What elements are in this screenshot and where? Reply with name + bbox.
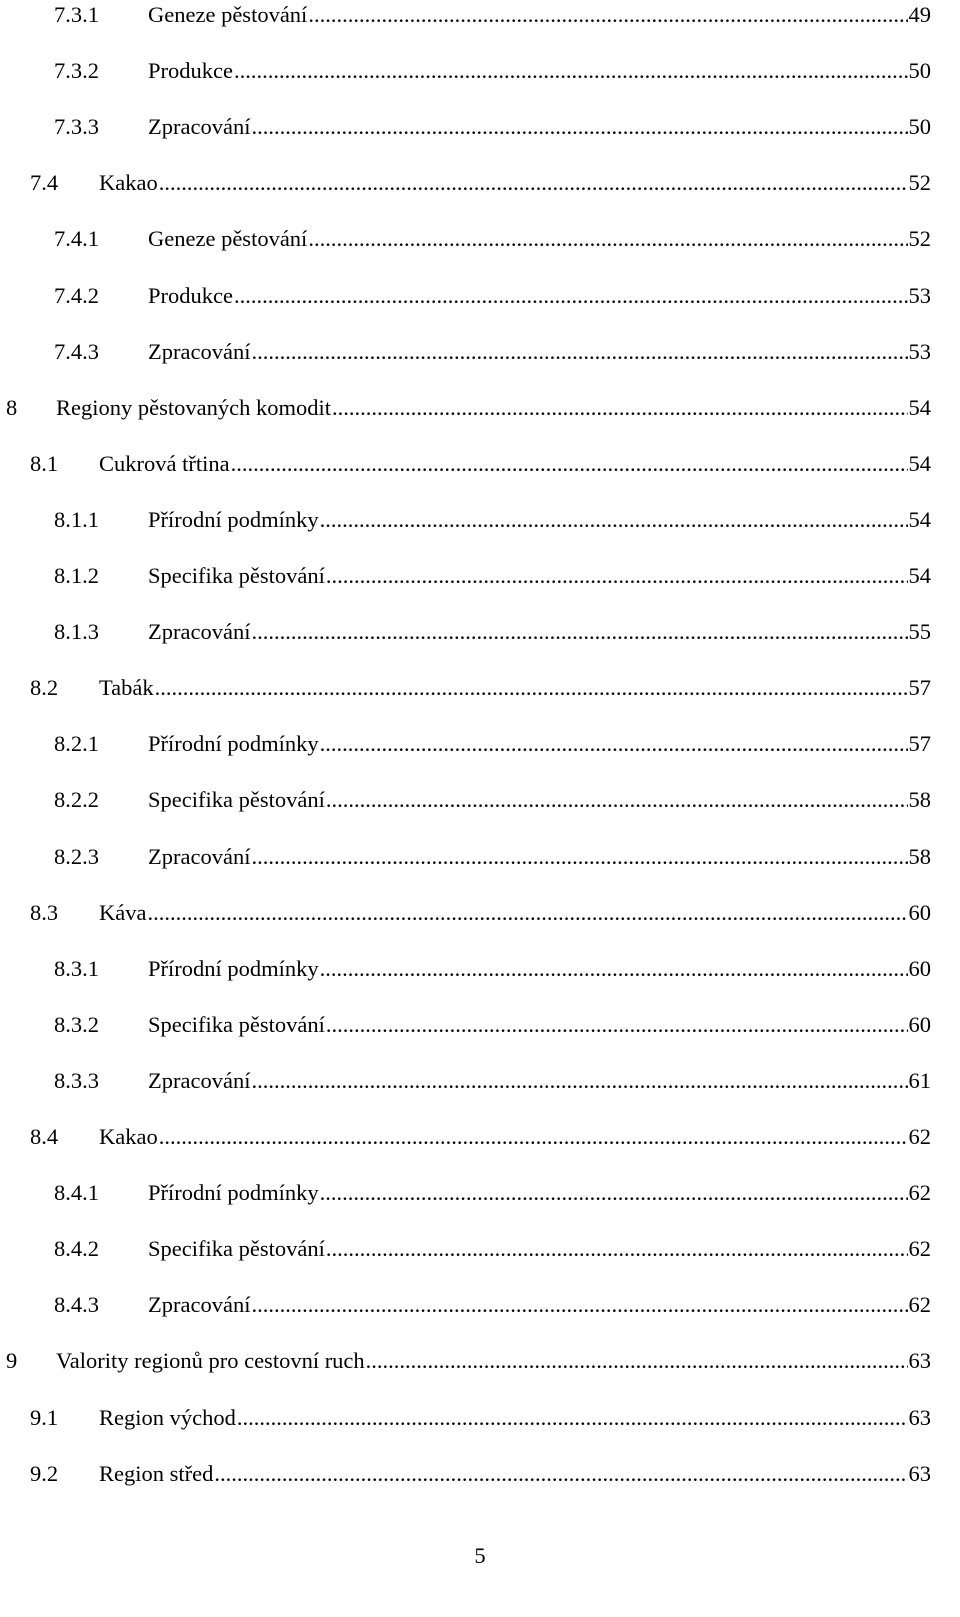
toc-entry-page: 62 [908, 1292, 931, 1318]
toc-entry-title: Region východ [99, 1404, 236, 1430]
toc-entry-title: Tabák [99, 675, 154, 701]
toc-entry-number: 9.1 [30, 1404, 59, 1430]
toc-entry-page: 62 [908, 1236, 931, 1262]
toc-entry[interactable] [0, 1232, 931, 1266]
toc-entry-number: 8.3.3 [54, 1067, 99, 1093]
toc-entry-number: 8.4.3 [54, 1292, 99, 1318]
toc-entry[interactable] [0, 840, 931, 874]
toc-entry-page: 60 [908, 1011, 931, 1037]
toc-entry-number: 8.4.1 [54, 1180, 99, 1206]
toc-entry[interactable] [0, 110, 931, 144]
toc-entry-page: 54 [908, 394, 931, 420]
toc-entry-number: 7.4 [30, 170, 59, 196]
toc-entry-page: 54 [908, 450, 931, 476]
toc-entry-page: 57 [908, 675, 931, 701]
toc-dot-leader [234, 54, 908, 88]
toc-entry-title: Cukrová třtina [99, 450, 230, 476]
toc-entry-title: Specifika pěstování [148, 787, 325, 813]
toc-entry-page: 63 [908, 1460, 931, 1486]
toc-entry[interactable] [0, 1288, 931, 1322]
toc-entry-number: 8.4 [30, 1124, 59, 1149]
toc-entry-line [99, 166, 931, 200]
toc-dot-leader [234, 279, 908, 313]
toc-dot-leader [320, 952, 908, 986]
toc-entry-title: Zpracování [148, 1067, 251, 1093]
toc-entry-number: 7.4.3 [54, 338, 99, 364]
toc-dot-leader [155, 671, 908, 705]
toc-entry-number: 8.3 [30, 899, 59, 925]
toc-dot-leader [231, 447, 908, 481]
toc-dot-leader [251, 1064, 907, 1098]
toc-dot-leader [251, 1288, 907, 1322]
toc-entry-title: Region střed [99, 1460, 214, 1486]
toc-entry-number: 8 [6, 394, 18, 420]
toc-entry-line [148, 783, 931, 817]
toc-dot-leader [366, 1344, 908, 1378]
toc-entry-number: 8.1 [30, 450, 59, 476]
toc-entry-title: Specifika pěstování [148, 1011, 325, 1037]
toc-entry-page: 53 [908, 338, 931, 364]
toc-entry[interactable] [0, 671, 931, 705]
toc-entry-number: 9.2 [30, 1460, 59, 1486]
toc-entry-title: Specifika pěstování [148, 1236, 325, 1262]
toc-entry[interactable] [0, 615, 931, 649]
toc-entry-line [56, 391, 931, 425]
toc-entry-number: 7.4.1 [54, 226, 99, 252]
toc-dot-leader [326, 1232, 908, 1266]
toc-entry[interactable] [0, 1401, 931, 1435]
toc-entry-page: 62 [908, 1180, 931, 1206]
toc-entry-number: 7.3.1 [54, 2, 99, 27]
toc-dot-leader [320, 1176, 908, 1210]
toc-entry-number: 8.1.2 [54, 563, 99, 588]
toc-entry-line [148, 54, 931, 88]
toc-entry-line [148, 222, 931, 256]
toc-entry-page: 61 [908, 1067, 931, 1093]
toc-entry-title: Produkce [148, 58, 233, 84]
toc-entry[interactable] [0, 952, 931, 986]
toc-entry-number: 8.1.1 [54, 506, 99, 532]
toc-entry-title: Valority regionů pro cestovní ruch [56, 1348, 365, 1374]
toc-entry[interactable] [0, 783, 931, 817]
toc-dot-leader [308, 222, 907, 256]
toc-entry[interactable] [0, 727, 931, 761]
toc-entry-line [148, 503, 931, 537]
toc-dot-leader [214, 1457, 907, 1491]
toc-entry-page: 49 [908, 2, 931, 27]
toc-entry-title: Regiony pěstovaných komodit [56, 394, 331, 420]
toc-entry-page: 63 [908, 1348, 931, 1374]
toc-entry-page: 54 [908, 563, 931, 588]
toc-entry-page: 50 [908, 114, 931, 140]
toc-entry-page: 63 [908, 1404, 931, 1430]
toc-entry-page: 57 [908, 731, 931, 757]
toc-dot-leader [320, 727, 908, 761]
toc-entry[interactable] [0, 335, 931, 369]
toc-entry-title: Kakao [99, 170, 158, 196]
toc-entry[interactable] [0, 447, 931, 481]
toc-entry-number: 8.2.1 [54, 731, 99, 757]
toc-entry-line [99, 1401, 931, 1435]
toc-entry-line [148, 559, 931, 593]
toc-dot-leader [251, 110, 907, 144]
toc-entry[interactable] [0, 1176, 931, 1210]
toc-entry-line [148, 952, 931, 986]
toc-entry[interactable] [0, 391, 931, 425]
toc-entry-page: 54 [908, 506, 931, 532]
toc-dot-leader [308, 0, 907, 32]
toc-entry-line [148, 1288, 931, 1322]
toc-entry-line [148, 1176, 931, 1210]
toc-dot-leader [326, 1008, 908, 1042]
toc-entry-line [148, 1008, 931, 1042]
toc-entry-page: 52 [908, 170, 931, 196]
toc-dot-leader [320, 503, 908, 537]
toc-entry-line [148, 727, 931, 761]
toc-entry[interactable] [0, 1008, 931, 1042]
toc-entry-page: 53 [908, 282, 931, 308]
toc-entry-page: 58 [908, 843, 931, 869]
toc-entry-number: 8.3.1 [54, 955, 99, 981]
toc-entry-page: 62 [908, 1124, 931, 1149]
toc-entry-number: 7.3.3 [54, 114, 99, 140]
toc-entry[interactable] [0, 896, 931, 930]
toc-entry-number: 8.2.2 [54, 787, 99, 813]
toc-dot-leader [326, 783, 908, 817]
toc-entry-page: 50 [908, 58, 931, 84]
toc-entry-number: 8.1.3 [54, 619, 99, 645]
toc-entry[interactable] [0, 1344, 931, 1378]
toc-entry-line [99, 1120, 931, 1154]
toc-entry-number: 7.4.2 [54, 282, 99, 308]
toc-entry-title: Geneze pěstování [148, 226, 308, 252]
toc-dot-leader [159, 1120, 908, 1154]
toc-entry-line [148, 279, 931, 313]
toc-entry-title: Přírodní podmínky [148, 731, 319, 757]
toc-entry-line [148, 840, 931, 874]
toc-dot-leader [251, 615, 907, 649]
toc-entry[interactable] [0, 1457, 931, 1491]
toc-entry[interactable] [0, 54, 931, 88]
toc-entry-number: 8.4.2 [54, 1236, 99, 1262]
toc-dot-leader [326, 559, 908, 593]
toc-entry-title: Specifika pěstování [148, 563, 325, 588]
toc-entry-line [99, 1457, 931, 1491]
toc-entry-line [148, 1232, 931, 1266]
toc-entry-title: Přírodní podmínky [148, 1180, 319, 1206]
toc-entry-page: 60 [908, 899, 931, 925]
toc-entry-title: Zpracování [148, 843, 251, 869]
toc-entry[interactable] [0, 559, 931, 593]
toc-entry[interactable] [0, 222, 931, 256]
toc-entry-line [148, 335, 931, 369]
toc-entry-page: 52 [908, 226, 931, 252]
toc-entry-line [99, 671, 931, 705]
toc-entry-title: Zpracování [148, 619, 251, 645]
toc-entry-page: 55 [908, 619, 931, 645]
toc-dot-leader [251, 335, 907, 369]
toc-entry-line [56, 1344, 931, 1378]
toc-dot-leader [332, 391, 908, 425]
toc-entry-line [148, 615, 931, 649]
toc-entry[interactable] [0, 503, 931, 537]
toc-entry[interactable] [0, 0, 931, 32]
toc-entry-page: 60 [908, 955, 931, 981]
toc-entry-number: 8.2 [30, 675, 59, 701]
page-number: 5 [474, 1543, 486, 1568]
toc-dot-leader [237, 1401, 908, 1435]
toc-entry-title: Kakao [99, 1124, 158, 1149]
toc-entry-line [99, 447, 931, 481]
toc-entry-title: Produkce [148, 282, 233, 308]
toc-entry[interactable] [0, 279, 931, 313]
toc-entry-number: 7.3.2 [54, 58, 99, 84]
toc-entry-page: 58 [908, 787, 931, 813]
toc-entry-title: Zpracování [148, 114, 251, 140]
toc-dot-leader [251, 840, 907, 874]
toc-entry-number: 8.2.3 [54, 843, 99, 869]
toc-entry-title: Přírodní podmínky [148, 955, 319, 981]
toc-entry-line [99, 896, 931, 930]
toc-entry-title: Zpracování [148, 338, 251, 364]
toc-entry-number: 8.3.2 [54, 1011, 99, 1037]
toc-entry-title: Geneze pěstování [148, 2, 308, 27]
toc-entry-line [148, 0, 931, 32]
toc-entry[interactable] [0, 1120, 931, 1154]
toc-entry-title: Přírodní podmínky [148, 506, 319, 532]
toc-entry-line [148, 1064, 931, 1098]
toc-dot-leader [147, 896, 907, 930]
toc-dot-leader [159, 166, 908, 200]
toc-entry-title: Zpracování [148, 1292, 251, 1318]
toc-entry[interactable] [0, 166, 931, 200]
toc-entry-number: 9 [6, 1348, 18, 1374]
toc-entry-line [148, 110, 931, 144]
toc-entry[interactable] [0, 1064, 931, 1098]
toc-entry-title: Káva [99, 899, 147, 925]
